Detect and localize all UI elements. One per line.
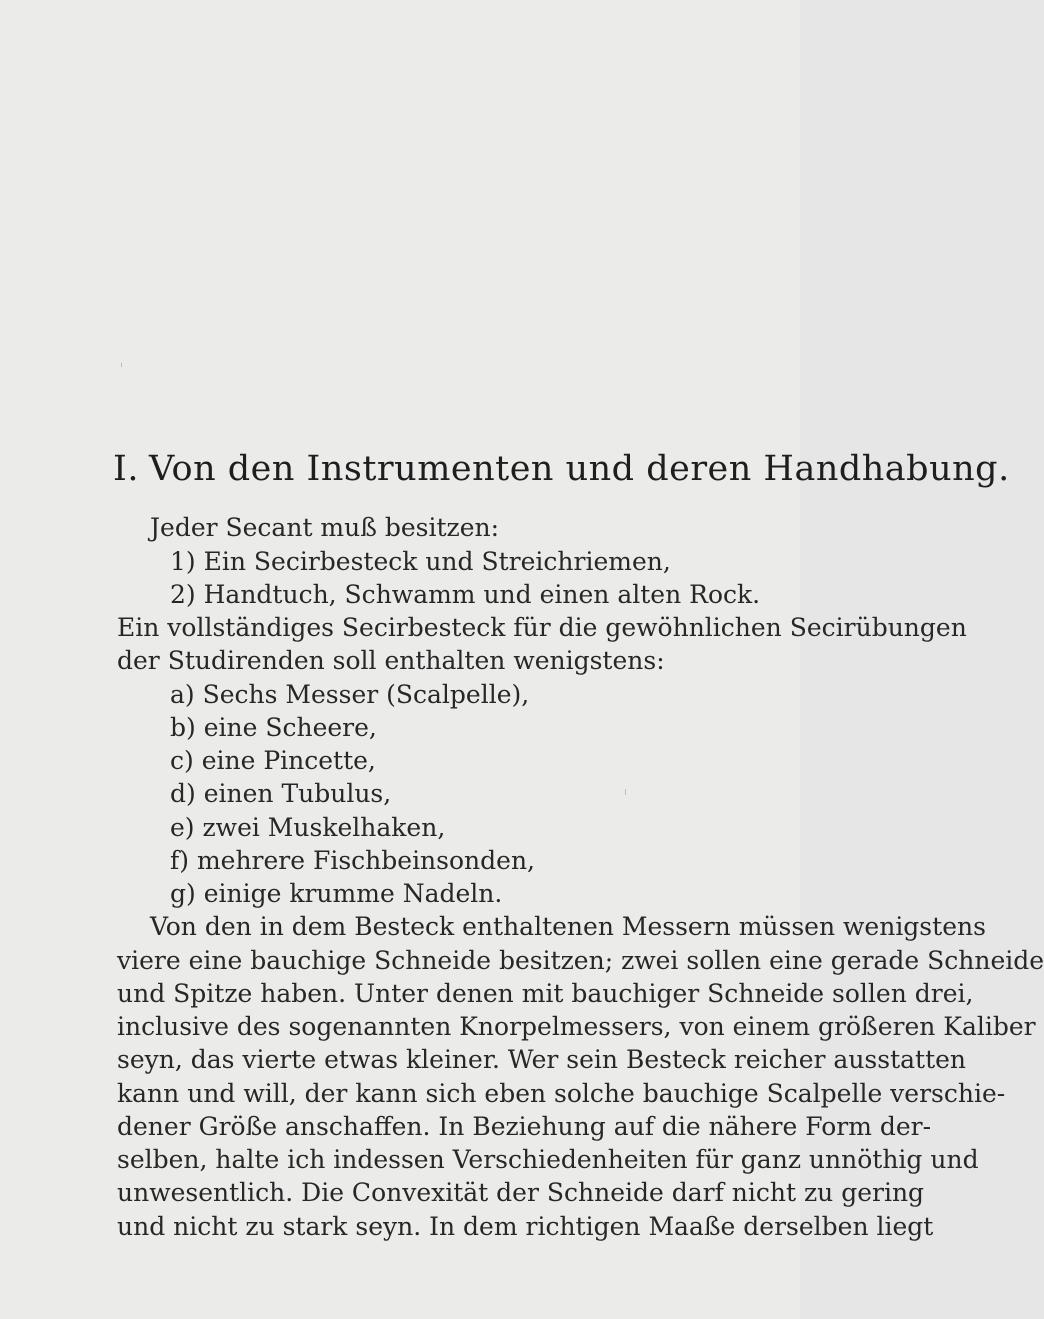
- list-item: f) mehrere Fischbeinsonden,: [170, 846, 535, 875]
- chapter-number: I.: [113, 449, 139, 489]
- paragraph-line: dener Größe anschaffen. In Beziehung auf die nähere Form der-: [117, 1112, 932, 1141]
- chapter-heading: [113, 447, 1010, 491]
- paragraph-line: Von den in dem Besteck enthaltenen Messern müssen wenigstens: [150, 912, 986, 941]
- list-item: g) einige krumme Nadeln.: [170, 879, 503, 908]
- list-item: c) eine Pincette,: [170, 746, 376, 775]
- paragraph-line: Ein vollständiges Secirbesteck für die gewöhnlichen Secirübungen: [117, 613, 967, 642]
- requirement-item: 2) Handtuch, Schwamm und einen alten Rock.: [170, 580, 761, 609]
- paragraph-line: viere eine bauchige Schneide besitzen; zwei sollen eine gerade Schneide: [117, 946, 1044, 975]
- requirement-item: 1) Ein Secirbesteck und Streichriemen,: [170, 547, 671, 576]
- paragraph-line: unwesentlich. Die Convexität der Schneide darf nicht zu gering: [117, 1178, 925, 1207]
- scan-speck: [625, 789, 626, 795]
- paragraph-line: der Studirenden soll enthalten wenigstens:: [117, 646, 665, 675]
- paragraph-line: selben, halte ich indessen Verschiedenheiten für ganz unnöthig und: [117, 1145, 979, 1174]
- list-item: e) zwei Muskelhaken,: [170, 813, 446, 842]
- list-item: a) Sechs Messer (Scalpelle),: [170, 680, 530, 709]
- list-item: b) eine Scheere,: [170, 713, 377, 742]
- paragraph-line: und nicht zu stark seyn. In dem richtigen Maaße derselben liegt: [117, 1212, 934, 1241]
- scan-speck: [121, 363, 122, 367]
- paragraph-line: inclusive des sogenannten Knorpelmessers, von einem größeren Kaliber: [117, 1012, 1036, 1041]
- chapter-title: Von den Instrumenten und deren Handhabung.: [148, 449, 1010, 489]
- paragraph-line: kann und will, der kann sich eben solche bauchige Scalpelle verschie-: [117, 1079, 1006, 1108]
- list-item: d) einen Tubulus,: [170, 779, 392, 808]
- paragraph-line: seyn, das vierte etwas kleiner. Wer sein Besteck reicher ausstatten: [117, 1045, 967, 1074]
- intro-line: Jeder Secant muß besitzen:: [150, 513, 500, 542]
- paragraph-line: und Spitze haben. Unter denen mit bauchiger Schneide sollen drei,: [117, 979, 974, 1008]
